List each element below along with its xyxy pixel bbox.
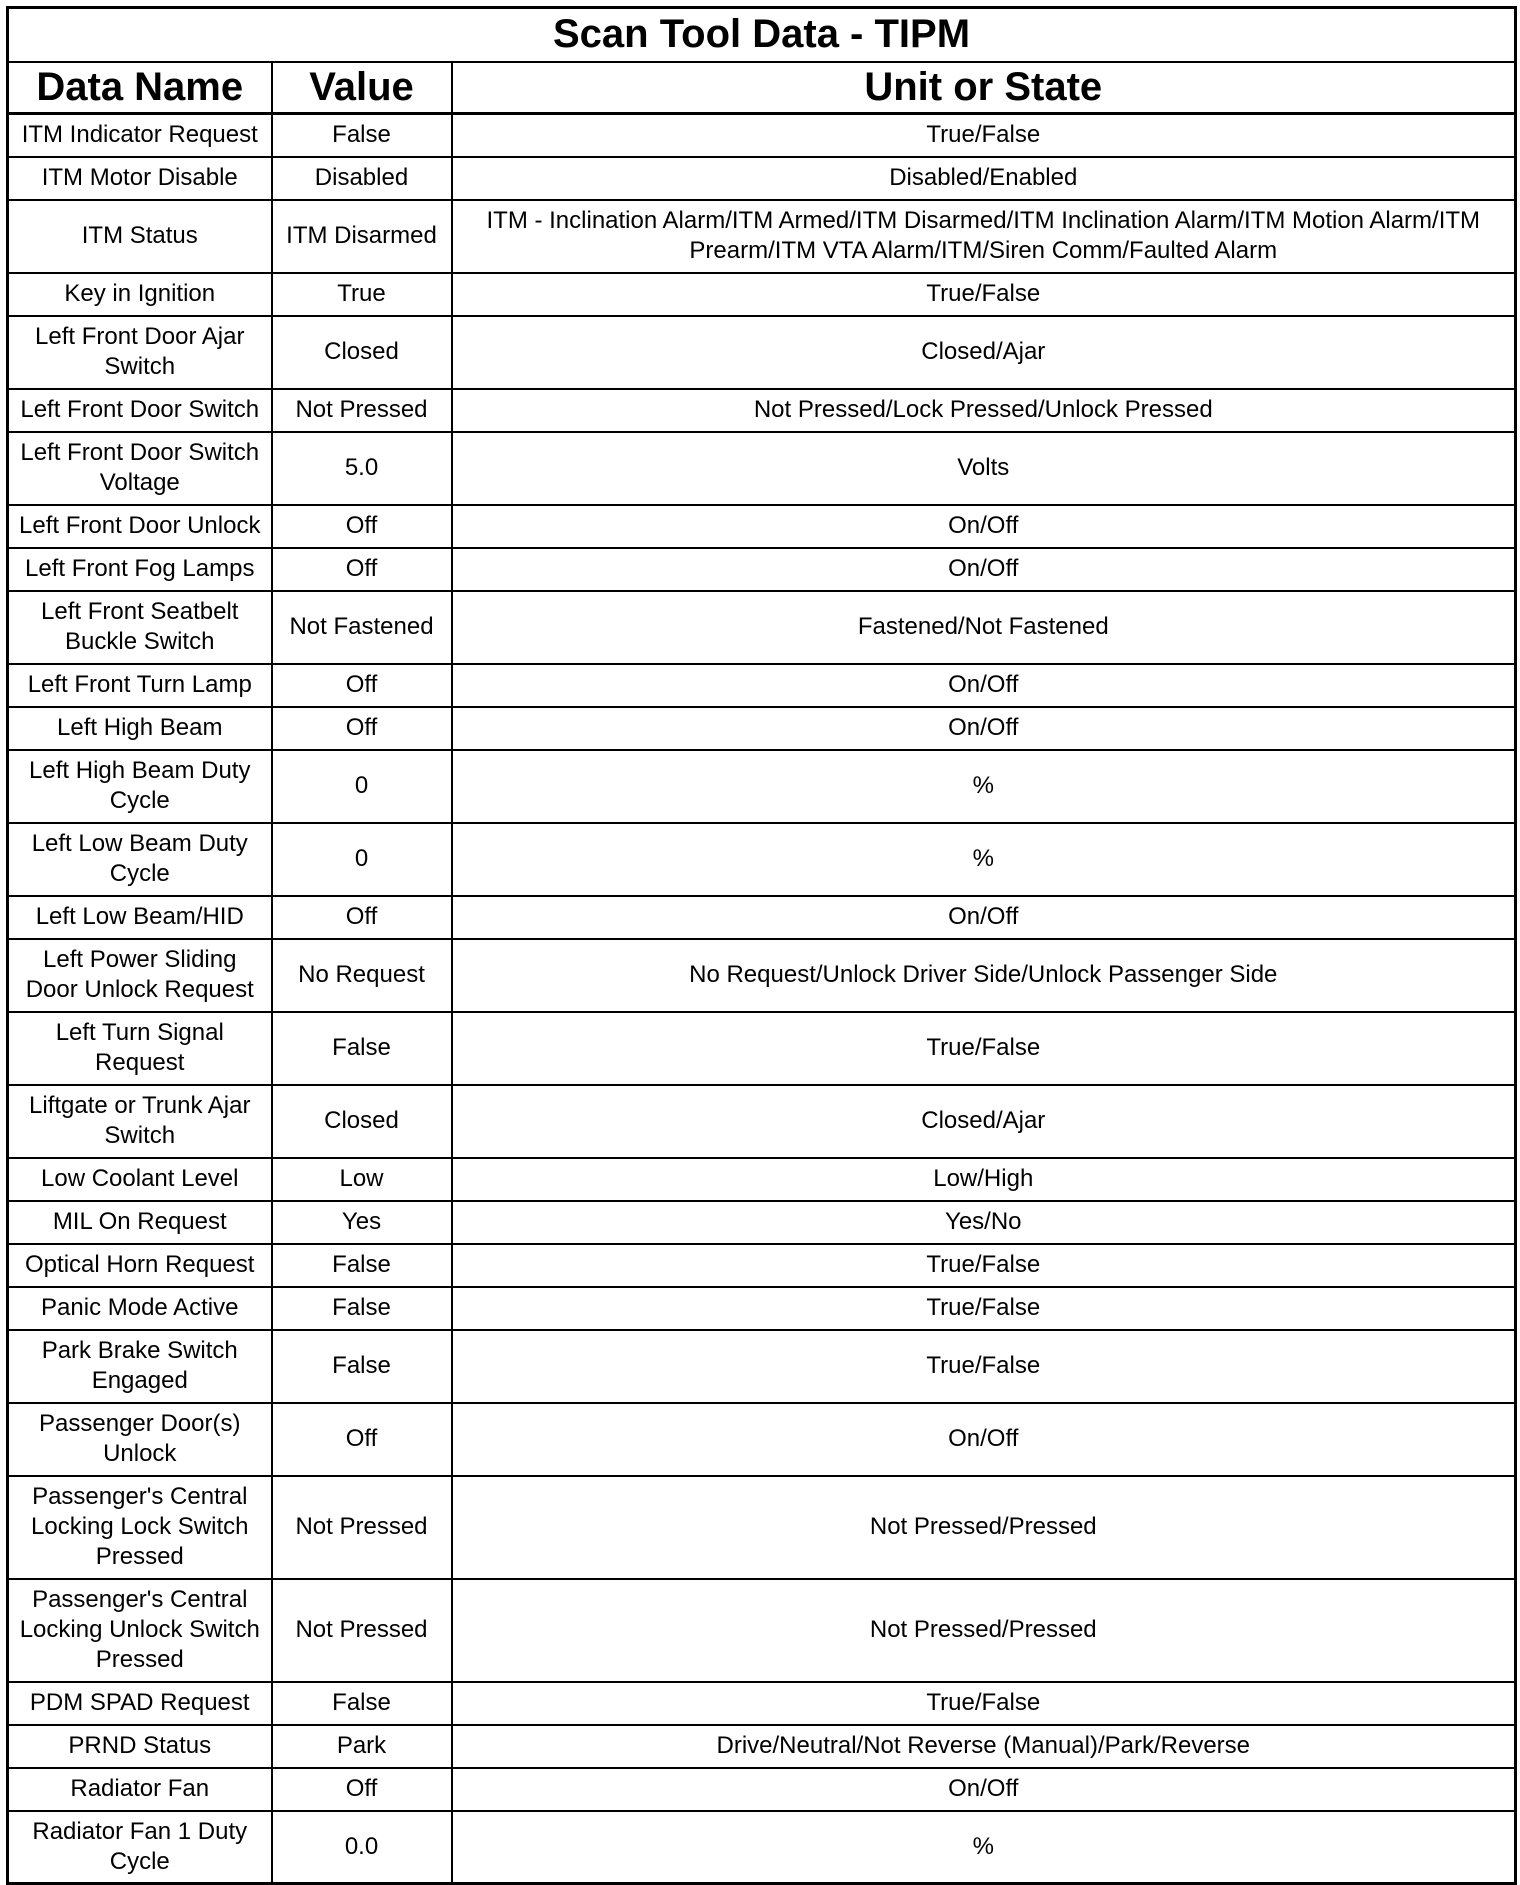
data-name-cell: Left Front Seatbelt Buckle Switch <box>8 591 272 664</box>
table-row <box>8 1725 1516 1768</box>
unit-or-state-cell: On/Off <box>452 896 1516 939</box>
unit-or-state-cell: Not Pressed/Pressed <box>452 1476 1516 1579</box>
unit-or-state-cell: Closed/Ajar <box>452 1085 1516 1158</box>
table-row <box>8 1768 1516 1811</box>
data-name-cell: ITM Status <box>8 200 272 273</box>
unit-or-state-cell: True/False <box>452 1012 1516 1085</box>
unit-or-state-cell: On/Off <box>452 1768 1516 1811</box>
data-name-cell: Low Coolant Level <box>8 1158 272 1201</box>
value-cell: Closed <box>272 1085 452 1158</box>
value-cell: False <box>272 1330 452 1403</box>
value-cell: False <box>272 114 452 157</box>
value-cell: False <box>272 1012 452 1085</box>
table-row <box>8 200 1516 273</box>
table-row <box>8 114 1516 157</box>
value-cell: False <box>272 1244 452 1287</box>
data-name-cell: Left Front Turn Lamp <box>8 664 272 707</box>
value-cell: Off <box>272 1403 452 1476</box>
value-cell: Off <box>272 548 452 591</box>
table-row <box>8 1158 1516 1201</box>
table-row <box>8 939 1516 1012</box>
value-cell: Off <box>272 896 452 939</box>
unit-or-state-cell: On/Off <box>452 1403 1516 1476</box>
unit-or-state-cell: True/False <box>452 1287 1516 1330</box>
unit-or-state-cell: % <box>452 1811 1516 1884</box>
value-cell: 0.0 <box>272 1811 452 1884</box>
table-row <box>8 1476 1516 1579</box>
value-cell: ITM Disarmed <box>272 200 452 273</box>
data-name-cell: ITM Indicator Request <box>8 114 272 157</box>
data-name-cell: Park Brake Switch Engaged <box>8 1330 272 1403</box>
table-row <box>8 157 1516 200</box>
table-row <box>8 1244 1516 1287</box>
value-cell: Off <box>272 505 452 548</box>
data-name-cell: Left Front Door Switch Voltage <box>8 432 272 505</box>
table-row <box>8 750 1516 823</box>
table-row <box>8 1287 1516 1330</box>
value-cell: 0 <box>272 750 452 823</box>
unit-or-state-cell: Closed/Ajar <box>452 316 1516 389</box>
table-row <box>8 548 1516 591</box>
table-row <box>8 1085 1516 1158</box>
data-name-cell: Left Front Door Switch <box>8 389 272 432</box>
unit-or-state-cell: Disabled/Enabled <box>452 157 1516 200</box>
unit-or-state-cell: Low/High <box>452 1158 1516 1201</box>
data-name-cell: Left High Beam <box>8 707 272 750</box>
data-name-cell: Left Front Fog Lamps <box>8 548 272 591</box>
data-name-cell: Left Low Beam Duty Cycle <box>8 823 272 896</box>
value-cell: Disabled <box>272 157 452 200</box>
unit-or-state-cell: % <box>452 823 1516 896</box>
table-row <box>8 591 1516 664</box>
unit-or-state-cell: Not Pressed/Pressed <box>452 1579 1516 1682</box>
unit-or-state-cell: True/False <box>452 114 1516 157</box>
unit-or-state-cell: On/Off <box>452 664 1516 707</box>
data-name-cell: PDM SPAD Request <box>8 1682 272 1725</box>
value-cell: True <box>272 273 452 316</box>
table-row <box>8 316 1516 389</box>
value-cell: Not Pressed <box>272 1476 452 1579</box>
table-body <box>8 114 1516 1884</box>
data-name-cell: Radiator Fan 1 Duty Cycle <box>8 1811 272 1884</box>
data-name-cell: PRND Status <box>8 1725 272 1768</box>
table-row <box>8 1201 1516 1244</box>
value-cell: Not Pressed <box>272 389 452 432</box>
unit-or-state-cell: No Request/Unlock Driver Side/Unlock Passenger Side <box>452 939 1516 1012</box>
table-row <box>8 505 1516 548</box>
unit-or-state-cell: True/False <box>452 1244 1516 1287</box>
unit-or-state-cell: % <box>452 750 1516 823</box>
data-name-cell: Left Front Door Ajar Switch <box>8 316 272 389</box>
data-name-cell: Optical Horn Request <box>8 1244 272 1287</box>
unit-or-state-cell: On/Off <box>452 548 1516 591</box>
data-name-cell: Passenger's Central Locking Lock Switch Pressed <box>8 1476 272 1579</box>
unit-or-state-cell: Fastened/Not Fastened <box>452 591 1516 664</box>
unit-or-state-cell: Drive/Neutral/Not Reverse (Manual)/Park/Reverse <box>452 1725 1516 1768</box>
column-header-value: Value <box>272 62 452 114</box>
data-name-cell: Passenger's Central Locking Unlock Switch Pressed <box>8 1579 272 1682</box>
unit-or-state-cell: ITM - Inclination Alarm/ITM Armed/ITM Disarmed/ITM Inclination Alarm/ITM Motion Alarm/ITM Prearm/ITM VTA Alarm/ITM/Siren Comm/Faulted Alarm <box>452 200 1516 273</box>
value-cell: Low <box>272 1158 452 1201</box>
data-name-cell: Panic Mode Active <box>8 1287 272 1330</box>
unit-or-state-cell: True/False <box>452 1330 1516 1403</box>
data-name-cell: MIL On Request <box>8 1201 272 1244</box>
table-row <box>8 1012 1516 1085</box>
value-cell: 5.0 <box>272 432 452 505</box>
unit-or-state-cell: Volts <box>452 432 1516 505</box>
data-name-cell: Radiator Fan <box>8 1768 272 1811</box>
table-row <box>8 432 1516 505</box>
value-cell: Off <box>272 707 452 750</box>
data-name-cell: Passenger Door(s) Unlock <box>8 1403 272 1476</box>
value-cell: Park <box>272 1725 452 1768</box>
data-name-cell: Key in Ignition <box>8 273 272 316</box>
data-name-cell: Liftgate or Trunk Ajar Switch <box>8 1085 272 1158</box>
value-cell: Not Pressed <box>272 1579 452 1682</box>
column-header-unit-or-state: Unit or State <box>452 62 1516 114</box>
value-cell: Closed <box>272 316 452 389</box>
unit-or-state-cell: On/Off <box>452 505 1516 548</box>
data-name-cell: ITM Motor Disable <box>8 157 272 200</box>
value-cell: 0 <box>272 823 452 896</box>
table-row <box>8 707 1516 750</box>
unit-or-state-cell: True/False <box>452 1682 1516 1725</box>
value-cell: False <box>272 1287 452 1330</box>
table-row <box>8 896 1516 939</box>
scan-tool-data-table <box>6 6 1517 1885</box>
unit-or-state-cell: On/Off <box>452 707 1516 750</box>
table-row <box>8 273 1516 316</box>
table-row <box>8 1682 1516 1725</box>
data-name-cell: Left Turn Signal Request <box>8 1012 272 1085</box>
column-header-data-name: Data Name <box>8 62 272 114</box>
data-name-cell: Left High Beam Duty Cycle <box>8 750 272 823</box>
table-row <box>8 823 1516 896</box>
unit-or-state-cell: Yes/No <box>452 1201 1516 1244</box>
table-row <box>8 664 1516 707</box>
data-name-cell: Left Low Beam/HID <box>8 896 272 939</box>
table-row <box>8 389 1516 432</box>
scan-tool-data-sheet <box>6 6 1514 1885</box>
value-cell: Off <box>272 664 452 707</box>
data-name-cell: Left Front Door Unlock <box>8 505 272 548</box>
value-cell: No Request <box>272 939 452 1012</box>
table-row <box>8 1579 1516 1682</box>
unit-or-state-cell: Not Pressed/Lock Pressed/Unlock Pressed <box>452 389 1516 432</box>
table-row <box>8 1403 1516 1476</box>
value-cell: Off <box>272 1768 452 1811</box>
value-cell: Yes <box>272 1201 452 1244</box>
value-cell: False <box>272 1682 452 1725</box>
data-name-cell: Left Power Sliding Door Unlock Request <box>8 939 272 1012</box>
table-row <box>8 1811 1516 1884</box>
table-title: Scan Tool Data - TIPM <box>8 8 1516 62</box>
table-row <box>8 1330 1516 1403</box>
value-cell: Not Fastened <box>272 591 452 664</box>
unit-or-state-cell: True/False <box>452 273 1516 316</box>
